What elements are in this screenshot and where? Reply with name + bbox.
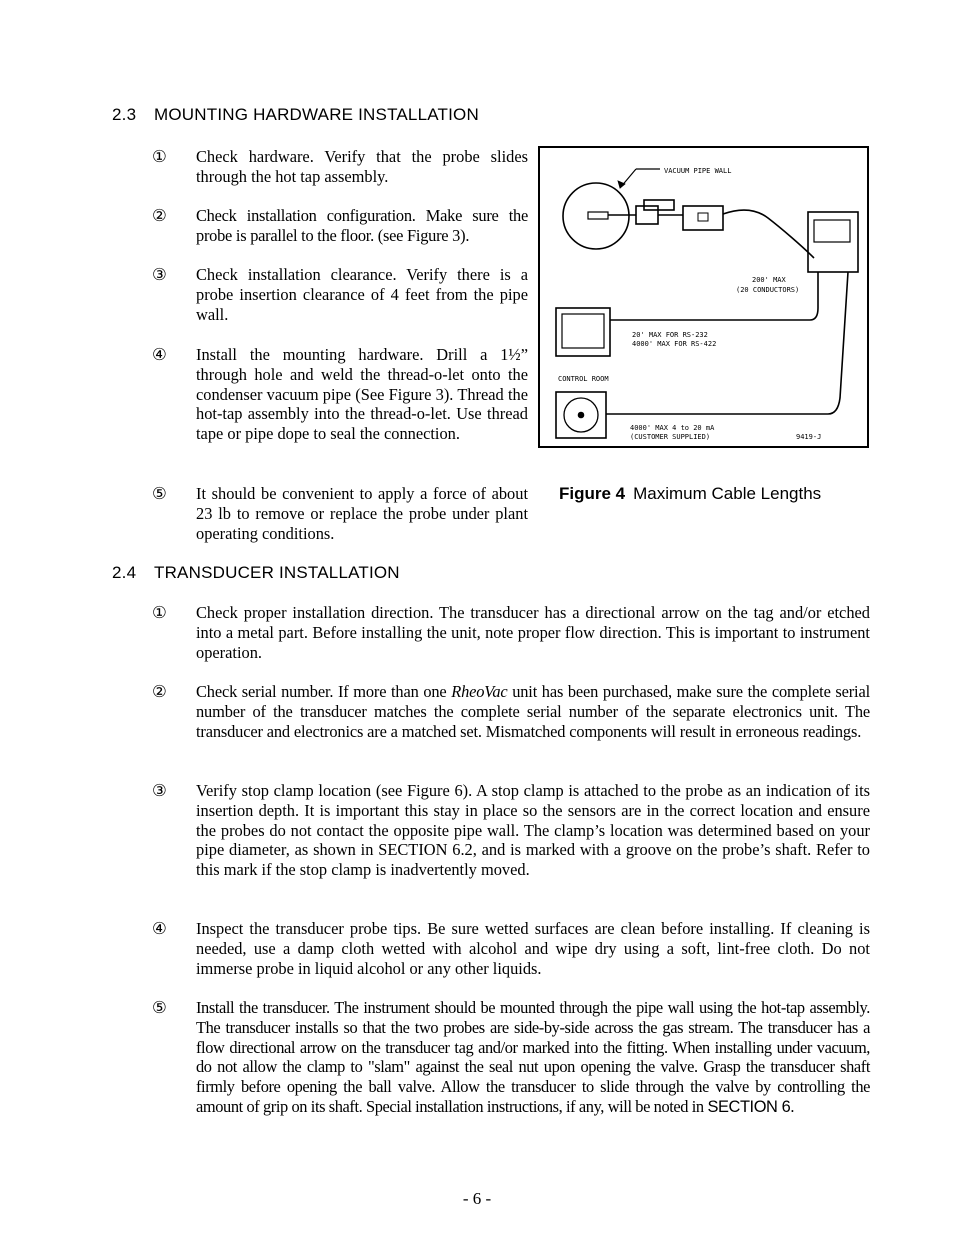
item-marker: ⑤ (152, 998, 167, 1017)
item-text: Verify stop clamp location (see Figure 6). A stop clamp is attached to the probe as an indication of its insertion depth. It is important this stay in place so the sensors are in the correct location and ensure the probes do not contact the opposite pipe wall. The clamp’s location was determined based on your pipe diameter, as shown in SECTION 6.2, and is marked with a groove on the probe’s shaft. Refer to this mark if the stop clamp is inadvertently moved. (196, 781, 870, 880)
item-marker: ④ (152, 345, 167, 364)
list-item (152, 603, 870, 663)
list-item (152, 781, 870, 901)
rs-cable (610, 272, 818, 320)
item-text: Check proper installation direction. The transducer has a directional arrow on the tag and/or etched into a metal part. Before installing the unit, note proper flow direction. This is important to instrument operation. (196, 603, 870, 662)
section-2-4-heading (112, 563, 400, 583)
label-4-20ma: 4000' MAX 4 to 20 mA (630, 424, 715, 432)
label-drawing-id: 9419-J (796, 433, 822, 441)
list-item (152, 998, 870, 1140)
cable-diagram (540, 148, 867, 446)
section-title: TRANSDUCER INSTALLATION (154, 563, 400, 582)
item-text (196, 998, 870, 1118)
list-item (152, 682, 870, 762)
list-item (152, 345, 528, 465)
item-text: Install the mounting hardware. Drill a 1½” through hole and weld the thread-o-let onto the condenser vacuum pipe (See Figure 3). Thread the hot-tap assembly into the thread-o-let. Use thread tape or pipe dope to seal the connection. (196, 345, 528, 444)
item-marker: ② (152, 682, 167, 701)
list-item (152, 147, 528, 187)
figure-cable-lengths (538, 146, 869, 448)
label-vacuum-pipe-wall: VACUUM PIPE WALL (664, 167, 732, 175)
item-text-part: unit has been purchased, make sure the complete serial number of the transducer matches the complete serial number of the separate electronics unit. The transducer and electronics are a matched set. Mismatched components will result in erroneous readings. (196, 682, 870, 741)
item-marker: ② (152, 206, 167, 225)
label-200-max: 200' MAX (752, 276, 786, 284)
item-marker: ③ (152, 265, 167, 284)
label-control-room: CONTROL ROOM (558, 375, 609, 383)
probe-shape (588, 212, 608, 219)
list-item (152, 206, 528, 246)
item-text-part: Check serial number. If more than one (196, 682, 452, 701)
item-marker: ⑤ (152, 484, 167, 503)
item-text (196, 682, 870, 741)
figure-label: Figure 4 (559, 484, 626, 503)
transducer-box (683, 206, 723, 230)
figure-caption (559, 484, 821, 504)
item-text-part: . (790, 1096, 795, 1116)
item-text: Check hardware. Verify that the probe slides through the hot tap assembly. (196, 147, 528, 186)
list-item (152, 265, 528, 325)
item-marker: ① (152, 147, 167, 166)
section-reference: SECTION 6 (707, 1097, 791, 1116)
page-number: - 6 - (462, 1189, 492, 1208)
sensor-cable (723, 210, 814, 258)
item-text: Check installation configuration. Make sure the probe is parallel to the floor. (see Figure 3). (196, 206, 528, 245)
section-number: 2.4 (112, 563, 137, 582)
vacuum-pipe-shape (563, 183, 629, 249)
list-item (152, 919, 870, 979)
section-number: 2.3 (112, 105, 137, 124)
section-2-3-heading (112, 105, 479, 125)
item-marker: ① (152, 603, 167, 622)
label-customer-supplied: (CUSTOMER SUPPLIED) (630, 433, 711, 441)
item-text: It should be convenient to apply a force of about 23 lb to remove or replace the probe under plant operating conditions. (196, 484, 528, 543)
label-rs422: 4000' MAX FOR RS-422 (632, 340, 717, 348)
computer-box (556, 308, 610, 356)
item-marker: ④ (152, 919, 167, 938)
product-name: RheoVac (451, 682, 508, 701)
item-text: Inspect the transducer probe tips. Be sure wetted surfaces are clean before installing. If cleaning is needed, use a damp cloth wetted with alcohol and wipe dry using a soft, lint-free cloth. Do not immerse probe in liquid alcohol or any other liquids. (196, 919, 870, 978)
item-text-part: Install the transducer. The instrument should be mounted through the pipe wall using the hot-tap assembly. The transducer installs so that the two probes are side-by-side across the gas stream. The transducer has a flow directional arrow on the transducer tag and/or marked into the fitting. When installing under vacuum, do not allow the clamp to "slam" against the seal nut upon opening the valve. Grasp the transducer shaft firmly before opening the ball valve. Allow the transducer to slide through the valve by controlling the amount of grip on its shaft. Special installation instructions, if any, will be noted in (196, 998, 870, 1116)
item-text: Check installation clearance. Verify there is a probe insertion clearance of 4 feet from the pipe wall. (196, 265, 528, 324)
section-title: MOUNTING HARDWARE INSTALLATION (154, 105, 479, 124)
label-rs232: 20' MAX FOR RS-232 (632, 331, 708, 339)
figure-caption-text: Maximum Cable Lengths (633, 484, 822, 503)
item-marker: ③ (152, 781, 167, 800)
label-conductors: (20 CONDUCTORS) (736, 286, 800, 294)
hot-tap-shape (636, 206, 658, 224)
list-item (152, 484, 528, 544)
